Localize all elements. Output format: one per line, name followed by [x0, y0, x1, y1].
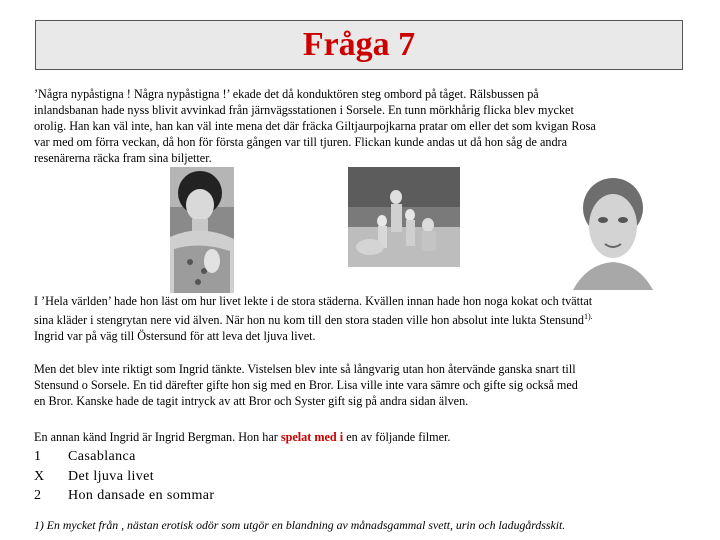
answer-option-1[interactable] [34, 447, 214, 467]
intro-line: inlandsbanan hade nyss blivit avvinkad från järnvägsstationen i Sorsele. En tunn mörkhårig flicka blev mycket [34, 103, 574, 117]
question-text [34, 429, 450, 445]
intro-line: ’Några nypåstigna ! Några nypåstigna !’ ekade det då konduktören steg ombord på tåget. Rälsbussen på [34, 87, 539, 101]
option-key: X [34, 468, 45, 484]
option-key: 2 [34, 488, 41, 503]
paragraph-line-text: sina kläder i stengrytan nere vid älven. När hon nu kom till den stora staden ville hon absolut inte lukta Stensund [34, 313, 585, 328]
option-label: Det ljuva livet [68, 468, 155, 484]
answer-option-x[interactable] [34, 467, 214, 487]
footnote-marker: 1). [584, 312, 593, 321]
option-label: Hon dansade en sommar [68, 488, 215, 503]
intro-line: resenärerna räcka fram sina biljetter. [34, 151, 212, 165]
paragraph-line: Stensund o Sorsele. En tid därefter gifte hon sig med en Bror. Lisa ville inte vara sämre och gifte sig också med [34, 378, 578, 392]
woman-photo [170, 167, 234, 293]
paragraph-1 [34, 293, 593, 344]
option-key: 1 [34, 449, 41, 464]
title-banner [35, 20, 683, 70]
paragraph-line: I ’Hela världen’ hade hon läst om hur livet lekte i de stora städerna. Kvällen innan hade hon noga kokat och tvättat [34, 294, 593, 308]
page-title: Fråga 7 [302, 26, 416, 63]
intro-line: orolig. Han kan väl inte, han kan väl inte mena det där fräcka Giltjaurpojkarna pratar om eller det som kvigan Rosa [34, 119, 596, 133]
paragraph-2 [34, 361, 578, 409]
paragraph-line: Men det blev inte riktigt som Ingrid tänkte. Vistelsen blev inte så långvarig utan hon återvände ganska snart till [34, 362, 576, 376]
question-suffix: en av följande filmer. [343, 430, 451, 444]
question-prefix: En annan känd Ingrid är Ingrid Bergman. Hon har [34, 430, 281, 444]
option-label: Casablanca [68, 449, 136, 464]
footnote: 1) En mycket från , nästan erotisk odör som utgör en blandning av månadsgammal svett, urin och ladugårdsskit. [34, 518, 566, 532]
answer-option-2[interactable] [34, 486, 214, 506]
question-highlight: spelat med i [280, 430, 344, 444]
paragraph-line: en Bror. Kanske hade de tagit intryck av att Bror och Syster gift sig på andra sidan älven. [34, 394, 469, 408]
paragraph-line: Ingrid var på väg till Östersund för att leva det ljuva livet. [34, 329, 316, 344]
family-beach-photo [348, 167, 460, 267]
answer-options [34, 447, 214, 506]
man-portrait-photo [567, 174, 659, 290]
intro-line: var med om förra veckan, då hon för första gången var till tjuren. Flickan kunde andas ut då hon såg de andra [34, 135, 568, 149]
paragraph-line [34, 309, 593, 328]
intro-paragraph [34, 86, 596, 166]
